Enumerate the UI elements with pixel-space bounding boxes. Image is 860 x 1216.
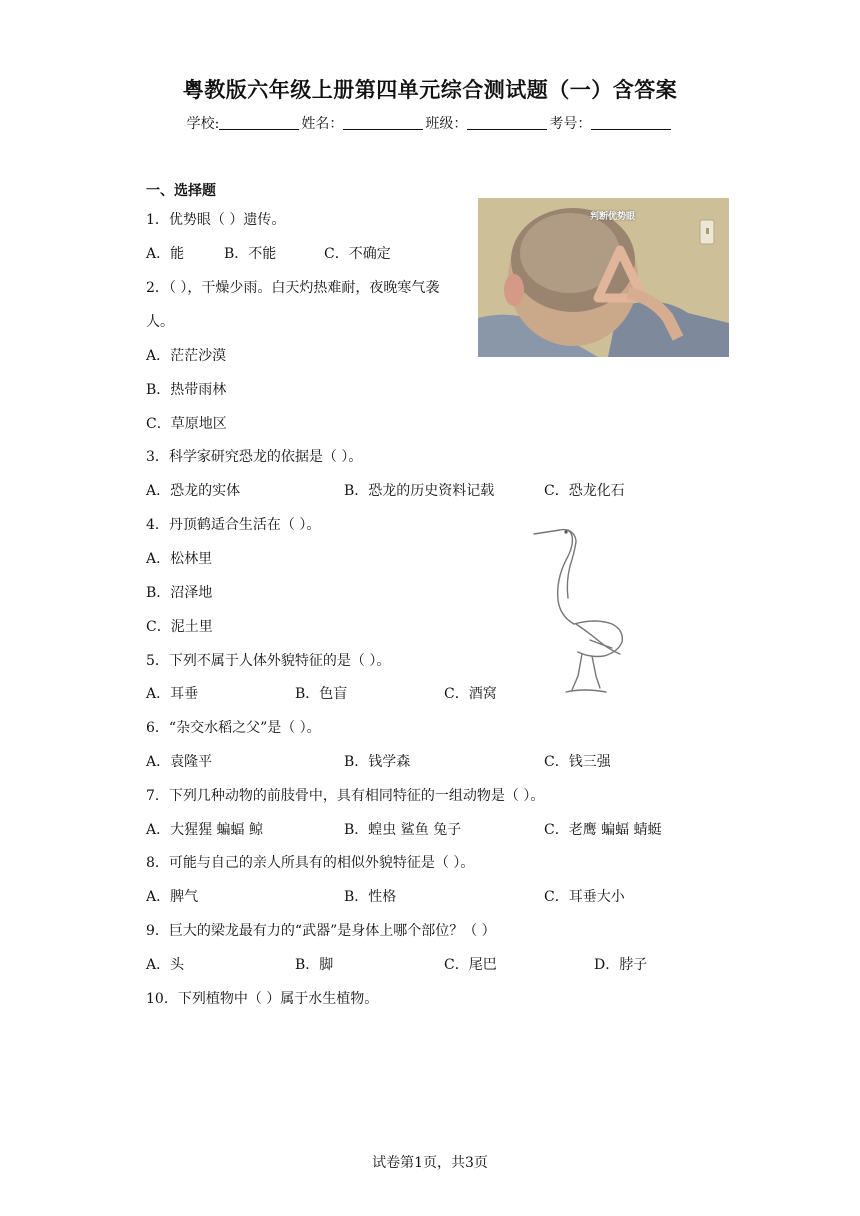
- exam-no-label: 考号：: [549, 116, 592, 132]
- q1-option-b: B．不能: [224, 246, 277, 262]
- question-5: 5．下列不属于人体外貌特征的是（ ）。: [146, 653, 391, 669]
- question-3: 3．科学家研究恐龙的依据是（ ）。: [146, 449, 363, 465]
- question-7: 7．下列几种动物的前肢骨中，具有相同特征的一组动物是（ ）。: [146, 788, 545, 804]
- q4-option-a: A．松林里: [146, 551, 213, 567]
- q9-option-a: A．头: [146, 957, 185, 973]
- q3-option-b: B．恐龙的历史资料记载: [344, 483, 495, 499]
- q9-option-c: C．尾巴: [444, 957, 497, 973]
- q6-option-c: C．钱三强: [544, 754, 611, 770]
- q4-option-c: C．泥土里: [146, 619, 213, 635]
- q3-option-c: C．恐龙化石: [544, 483, 625, 499]
- question-8: 8．可能与自己的亲人所具有的相似外貌特征是（ ）。: [146, 855, 475, 871]
- page-title: 粤教版六年级上册第四单元综合测试题（一）含答案: [182, 77, 678, 102]
- q7-option-c: C．老鹰 蝙蝠 蜻蜓: [544, 822, 662, 838]
- question-2-line-2: 人。: [146, 314, 174, 330]
- q9-option-b: B．脚: [295, 957, 334, 973]
- name-label: 姓名：: [301, 116, 344, 132]
- q9-option-d: D．脖子: [594, 957, 648, 973]
- q1-option-a: A．能: [146, 246, 185, 262]
- q7-option-b: B．蝗虫 鲨鱼 兔子: [344, 822, 462, 838]
- q8-option-c: C．耳垂大小: [544, 889, 625, 905]
- question-10: 10．下列植物中（ ）属于水生植物。: [146, 991, 379, 1007]
- q6-option-b: B．钱学森: [344, 754, 411, 770]
- q2-option-b: B．热带雨林: [146, 382, 227, 398]
- class-label: 班级：: [425, 116, 468, 132]
- q6-option-a: A．袁隆平: [146, 754, 213, 770]
- q5-option-c: C．酒窝: [444, 686, 497, 702]
- q8-option-b: B．性格: [344, 889, 397, 905]
- q5-option-a: A．耳垂: [146, 686, 199, 702]
- class-blank: [467, 115, 547, 130]
- student-info-line: [0, 113, 860, 133]
- question-2-line-1: 2．（ ），干燥少雨。白天灼热难耐，夜晚寒气袭: [146, 280, 440, 296]
- school-label: 学校:: [186, 116, 220, 132]
- question-4: 4．丹顶鹤适合生活在（ ）。: [146, 517, 321, 533]
- question-9: 9．巨大的梁龙最有力的“武器”是身体上哪个部位？（ ）: [146, 923, 496, 939]
- q4-option-b: B．沼泽地: [146, 585, 213, 601]
- q1-option-c: C．不确定: [324, 246, 391, 262]
- q2-option-c: C．草原地区: [146, 416, 227, 432]
- q5-option-b: B．色盲: [295, 686, 348, 702]
- section-heading: 一、选择题: [146, 183, 216, 199]
- exam-no-blank: [591, 115, 671, 130]
- q2-option-a: A．茫茫沙漠: [146, 348, 227, 364]
- q7-option-a: A．大猩猩 蝙蝠 鲸: [146, 822, 264, 838]
- q3-option-a: A．恐龙的实体: [146, 483, 241, 499]
- photo-caption: 判断优势眼: [590, 212, 636, 222]
- page-footer: 试卷第1页，共3页: [372, 1155, 488, 1171]
- question-6: 6．“杂交水稻之父”是（ ）。: [146, 720, 321, 736]
- dominant-eye-photo: [478, 198, 729, 357]
- q8-option-a: A．脾气: [146, 889, 199, 905]
- crane-sketch: [530, 520, 630, 700]
- question-1: 1．优势眼（ ）遗传。: [146, 212, 286, 228]
- name-blank: [343, 115, 423, 130]
- school-blank: [219, 115, 299, 130]
